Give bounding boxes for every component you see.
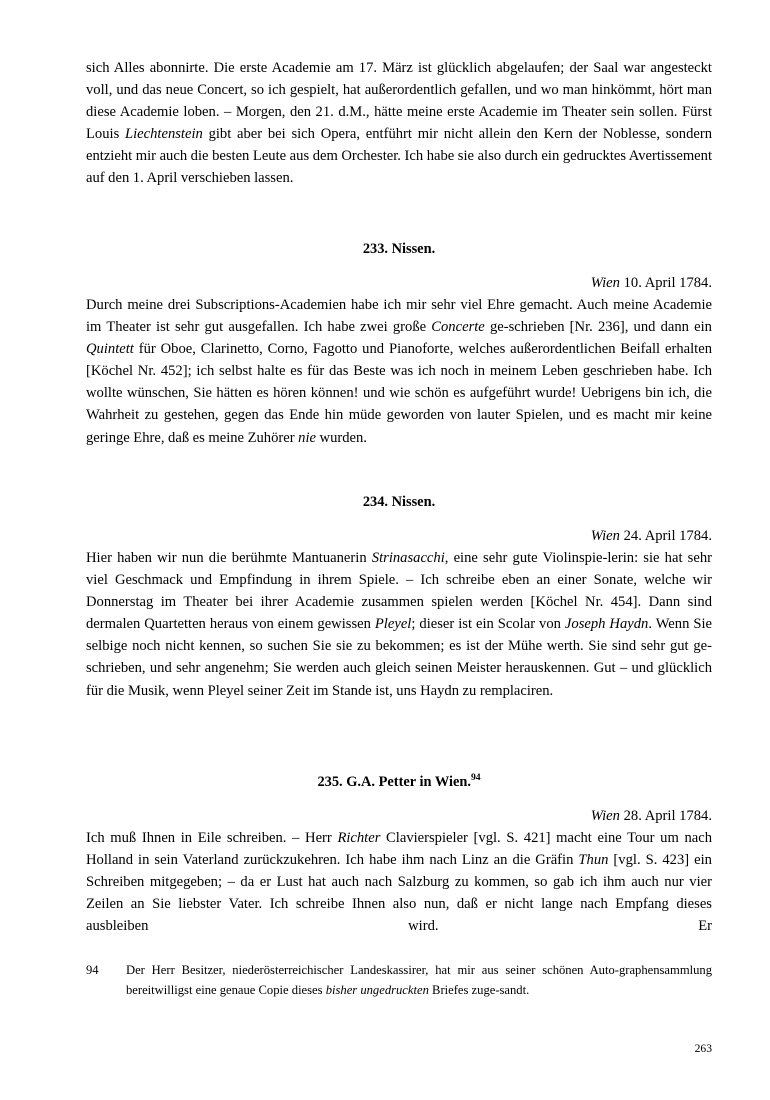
para-segment: , eine sehr gute Violinspie-lerin: sie hat sehr viel Geschmack und Empfindung in ihrem Spiele. – Ich schreibe eben an einer Sonate, welche wir Donnerstag im Theater bei ihrer Academie zusammen spielen werden [Köchel Nr. 454]. Dann sind dermalen Quartetten heraus von einem gewissen <box>86 550 712 633</box>
page-content <box>86 0 712 1100</box>
para-segment: ge-schrieben [Nr. 236], und dann ein <box>484 319 712 336</box>
para-italic-quintett: Quintett <box>86 341 134 358</box>
page-number-label: 263 <box>694 1042 712 1055</box>
paragraph-text <box>86 827 712 937</box>
dateline-place: Wien <box>590 808 620 824</box>
para-italic-thun: Thun <box>578 852 609 869</box>
para-segment: Durch meine drei Subscriptions-Academien habe ich mir sehr viel Ehre gemacht. Auch meine Academie im Theater ist sehr gut ausgefallen. Ich habe zwei große <box>86 297 712 336</box>
dateline-235 <box>86 805 712 827</box>
section-heading-label: 234. Nissen. <box>362 494 436 510</box>
section-body-233 <box>86 294 712 449</box>
dateline-233 <box>86 272 712 294</box>
para-segment: gibt aber bei sich Opera, entführt mir nicht allein den Kern der Noblesse, sondern entzieht mir auch die besten Leute aus dem Orchester. Ich habe sie also durch ein gedrucktes Avertissement auf den 1. April verschieben lassen. <box>86 126 713 187</box>
footnote-text <box>126 961 712 1000</box>
para-italic-liechtenstein: Liechtenstein <box>125 126 203 143</box>
footnote-number: 94 <box>86 963 99 977</box>
para-segment: für Oboe, Clarinetto, Corno, Fagotto und Pianoforte, welches außerordentlichen Beifall erhalten [Köchel Nr. 452]; ich selbst halte es für das Beste was ich noch in meinem Leben geschrieben habe. Ich wollte wünschen, Sie hätten es hören können! und wie schön es aufgeführt wurde! Uebrigens bin ich, die Wahrheit zu gestehen, gegen das Ende hin müde geworden von lauter Spielen, und es macht mir keine geringe Ehre, daß es meine Zuhörer <box>86 341 712 446</box>
section-heading-234 <box>86 491 712 513</box>
para-italic-nie: nie <box>298 429 316 446</box>
section-heading-label: 233. Nissen. <box>362 241 436 257</box>
dateline-place: Wien <box>590 528 620 544</box>
para-segment: Clavierspieler [vgl. S. 421] macht eine Tour um nach Holland in sein Vaterland zurückzukehren. Ich habe ihm nach Linz an die Gräfin <box>86 830 712 869</box>
para-segment: . Wenn Sie selbige noch nicht kennen, so suchen Sie sie zu bekommen; es ist der Mühe werth. Sie sind sehr gut ge-schrieben, und sehr angenehm; Sie werden auch gleich seinen Meister herauskennen. Gut – und glücklich für die Musik, wenn Pleyel seiner Zeit im Stande ist, uns Haydn zu remplaciren. <box>86 616 713 699</box>
para-italic-strinasacchi: Strinasacchi <box>371 550 445 566</box>
paragraph-text <box>86 57 712 190</box>
para-italic-pleyel: Pleyel <box>374 616 412 633</box>
section-heading-label: 235. G.A. Petter in Wien. <box>317 774 471 790</box>
para-italic-richter: Richter <box>337 830 381 846</box>
para-segment: sich Alles abonnirte. Die erste Academie am 17. März ist glücklich abgelaufen; der Saal war angesteckt voll, und das neue Concert, so ich gespielt, hat außerordentlich gefallen, und wo man hinkömmt, hört man diese Academie loben. – Morgen, den 21. d.M., hätte meine erste Academie im Theater sein sollen. Fürst Louis <box>86 60 712 143</box>
para-italic-concerte: Concerte <box>431 319 485 336</box>
para-italic-joseph-haydn: Joseph Haydn <box>564 616 649 633</box>
section-body-234 <box>86 547 712 702</box>
page-number <box>86 1041 712 1057</box>
section-body-235 <box>86 827 712 937</box>
footnote-italic-bisher-ungedruckten: bisher ungedruckten <box>325 982 429 997</box>
dateline-place: Wien <box>590 275 620 291</box>
footnote-segment: Briefes zuge-sandt. <box>428 982 530 997</box>
para-segment: wurden. <box>315 429 367 446</box>
dateline-234 <box>86 525 712 547</box>
para-segment: ; dieser ist ein Scolar von <box>411 616 565 633</box>
para-segment: [vgl. S. 423] ein Schreiben mitgegeben; – da er Lust hat auch nach Salzburg zu kommen, so gab ich ihm auch nur vier Zeilen an Sie liebster Vater. Ich schreibe Ihnen also nun, daß er nicht lange nach Empfang dieses ausbleiben wird. Er <box>86 852 712 935</box>
dateline-date: 10. April 1784. <box>619 275 712 291</box>
footnote-segment: Der Herr Besitzer, niederösterreichischer Landeskassirer, hat mir aus seiner schönen Auto-graphensammlung bereitwilligst eine genaue Copie dieses <box>126 963 712 997</box>
paragraph-text <box>86 547 712 702</box>
para-segment: Hier haben wir nun die berühmte Mantuanerin <box>86 550 372 566</box>
section-heading-235 <box>86 771 712 793</box>
footnote-94 <box>86 961 712 1000</box>
para-segment: Ich muß Ihnen in Eile schreiben. – Herr <box>86 830 338 846</box>
dateline-date: 28. April 1784. <box>619 808 712 824</box>
continued-paragraph <box>86 57 712 190</box>
paragraph-text <box>86 294 712 449</box>
footnote-marker-94: 94 <box>470 772 481 784</box>
dateline-date: 24. April 1784. <box>619 528 712 544</box>
section-heading-233 <box>86 238 712 260</box>
